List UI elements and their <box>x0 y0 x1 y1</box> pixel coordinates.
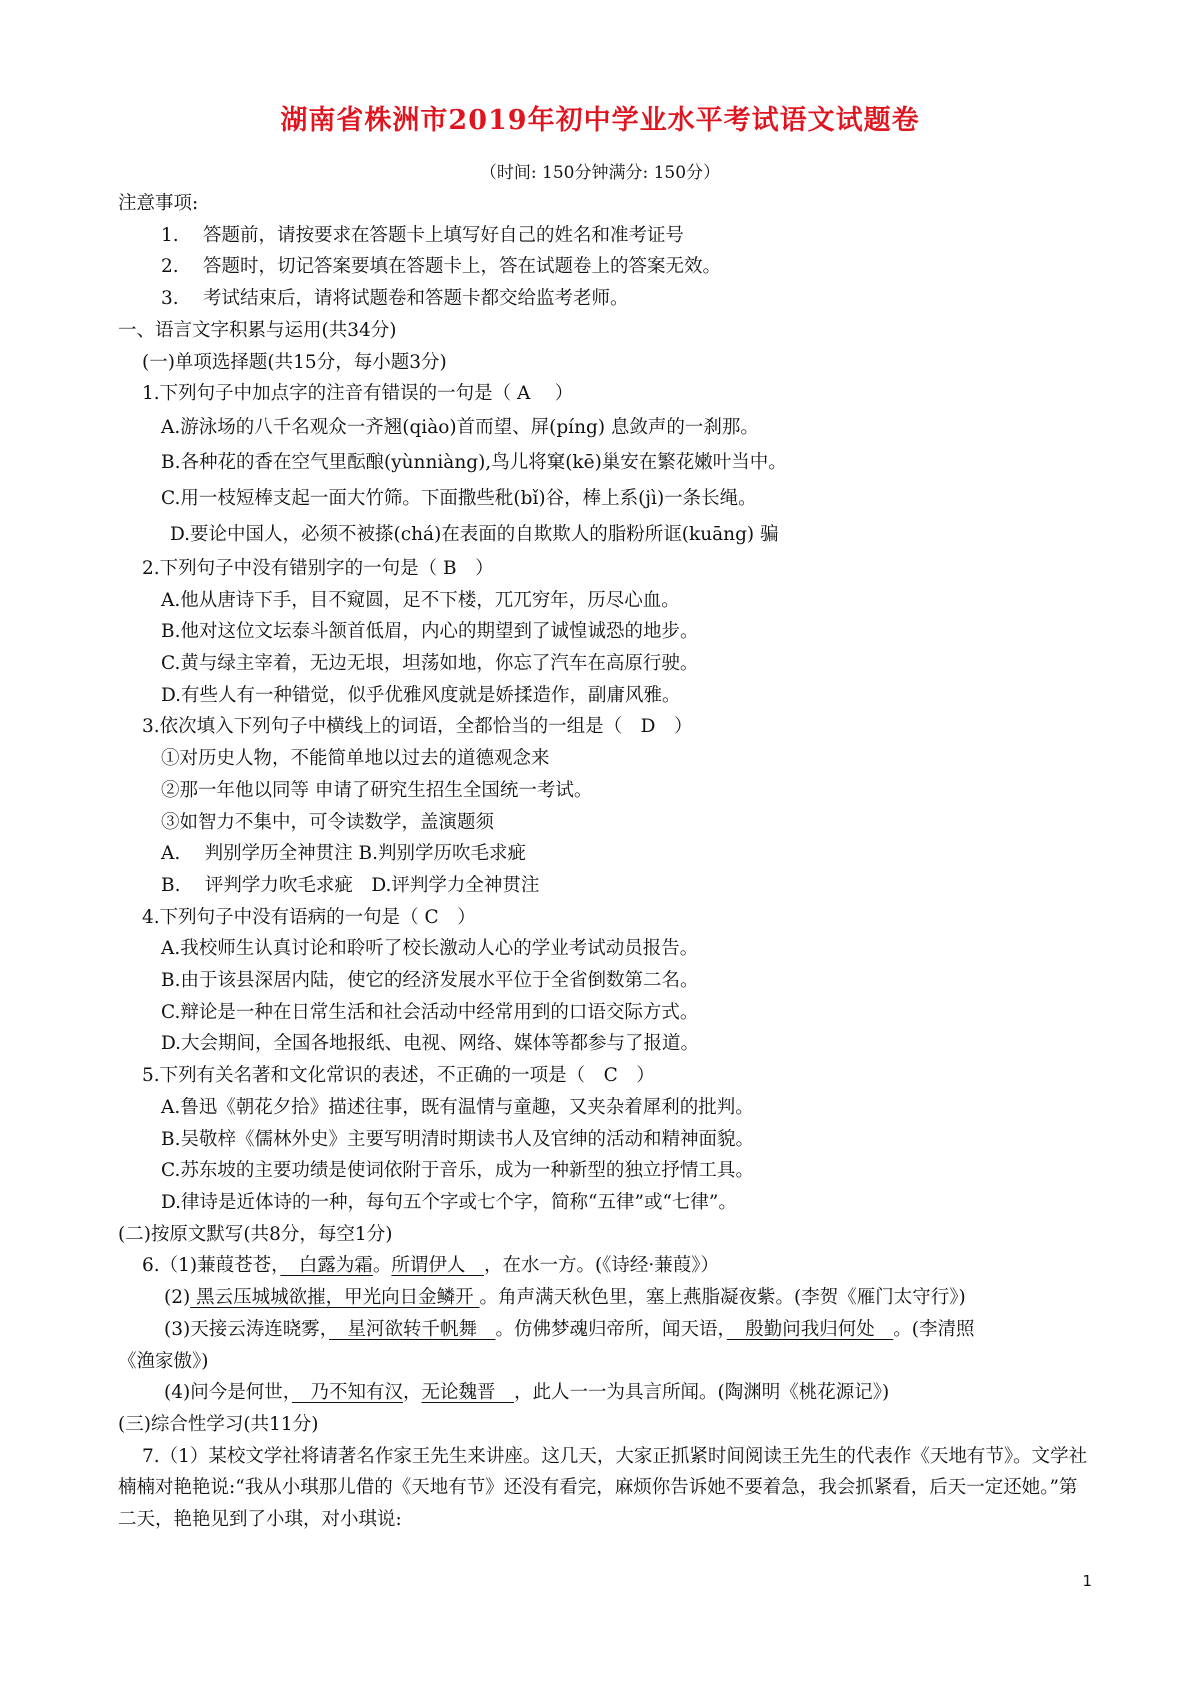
text: 。 <box>372 1255 392 1277</box>
sentence-1: ①对历史人物，不能简单地以过去的道德观念来 <box>161 748 550 770</box>
answer-blank: 所谓伊人 <box>391 1255 484 1277</box>
text: 。角声满天秋色里，塞上燕脂凝夜紫。(李贺《雁门太守行》) <box>479 1287 966 1309</box>
q7-paragraph: 7.（1）某校文学社将请著名作家王先生来讲座。这几天，大家正抓紧时间阅读王先生的代表作《天地有节》。文学社楠楠对艳艳说:“我从小琪那儿借的《天地有节》还没有看完，麻烦你告诉她不要着急，我会抓紧看，后天一定还她。”第二天，艳艳见到了小琪，对小琪说: <box>118 1445 1088 1531</box>
notice-heading: 注意事项: <box>118 193 199 214</box>
text: ，此人一一为具言所闻。(陶渊明《桃花源记》) <box>514 1382 890 1404</box>
notice-item: 2. 答题时，切记答案要填在答题卡上，答在试题卷上的答案无效。 <box>161 256 722 278</box>
text: ， <box>402 1382 422 1404</box>
exam-body <box>118 188 1093 1536</box>
question-stem: 4.下列句子中没有语病的一句是（ C ） <box>142 906 476 928</box>
q6-line-3-cont: 《渔家傲》) <box>118 1350 209 1372</box>
option-b: B.他对这位文坛泰斗颔首低眉，内心的期望到了诚惶诚恐的地步。 <box>161 621 699 643</box>
text: ，在水一方。(《诗经·蒹葭》） <box>483 1255 720 1277</box>
option-a: A.游泳场的八千名观众一齐翘(qiào)首而望、屏(píng) 息敛声的一刹那。 <box>161 416 759 438</box>
part-heading: (三)综合性学习(共11分) <box>118 1413 319 1435</box>
part-heading: (二)按原文默写(共8分，每空1分) <box>118 1223 393 1245</box>
notice-item: 1. 答题前，请按要求在答题卡上填写好自己的姓名和准考证号 <box>161 224 685 246</box>
option-d: D.律诗是近体诗的一种，每句五个字或七个字，简称“五律”或“七律”。 <box>161 1191 737 1213</box>
text: (2) <box>164 1287 191 1309</box>
part-heading: (一)单项选择题(共15分，每小题3分) <box>142 351 447 373</box>
answer-blank: 殷勤问我归何处 <box>726 1318 894 1340</box>
section-heading: 一、语言文字积累与运用(共34分) <box>118 319 397 341</box>
text: 。(李清照 <box>893 1318 975 1340</box>
question-stem: 1.下列句子中加点字的注音有错误的一句是（ A ） <box>142 383 574 405</box>
option-c: C.苏东坡的主要功绩是使词依附于音乐，成为一种新型的独立抒情工具。 <box>161 1160 754 1182</box>
option-c: C.黄与绿主宰着，无边无垠，坦荡如地，你忘了汽车在高原行驶。 <box>161 653 699 675</box>
text: (3)天接云涛连晓雾， <box>164 1318 329 1340</box>
question-stem: 2.下列句子中没有错别字的一句是（ B ） <box>142 557 494 579</box>
option-b: B.由于该县深居内陆，使它的经济发展水平位于全省倒数第二名。 <box>161 970 699 992</box>
answer-blank: 星河欲转千帆舞 <box>328 1318 496 1340</box>
notice-item: 3. 考试结束后，请将试题卷和答题卡都交给监考老师。 <box>161 288 629 310</box>
answer-blank: 黑云压城城欲摧，甲光向日金鳞开 <box>190 1287 480 1309</box>
exam-time-info: （时间: 150分钟满分: 150分） <box>479 163 721 183</box>
text: 。仿佛梦魂归帝所，闻天语， <box>495 1318 727 1340</box>
option-b: B.吴敬梓《儒林外史》主要写明清时期读书人及官绅的活动和精神面貌。 <box>161 1128 754 1150</box>
option-d: D.要论中国人，必须不被搽(chá)在表面的自欺欺人的脂粉所诓(kuāng) 骗 <box>170 523 779 545</box>
q6-line-1 <box>118 1250 1093 1282</box>
answer-blank: 白露为霜 <box>280 1255 373 1277</box>
q6-line-4 <box>118 1377 1093 1409</box>
sentence-3: ③如智力不集中，可令读数学，盖演题须 <box>161 811 495 833</box>
option-a: A.我校师生认真讨论和聆听了校长激动人心的学业考试动员报告。 <box>161 938 699 960</box>
q6-line-3 <box>118 1314 1093 1346</box>
option-d: D.有些人有一种错觉，似乎优雅风度就是娇揉造作，副庸风雅。 <box>161 684 681 706</box>
page-title: 湖南省株洲市2019年初中学业水平考试语文试题卷 <box>280 105 920 136</box>
option-row-1: A. 判别学历全神贯注 B.判别学历吹毛求疵 <box>161 843 526 865</box>
answer-blank: 乃不知有汉 <box>291 1382 403 1404</box>
option-d: D.大会期间，全国各地报纸、电视、网络、媒体等都参与了报道。 <box>161 1033 700 1055</box>
text: (4)问今是何世， <box>164 1382 292 1404</box>
option-c: C.用一枝短棒支起一面大竹筛。下面撒些秕(bǐ)谷，棒上系(jì)一条长绳。 <box>161 487 757 509</box>
option-a: A.鲁迅《朝花夕拾》描述往事，既有温情与童趣，又夹杂着犀利的批判。 <box>161 1096 754 1118</box>
q6-line-2 <box>118 1282 1093 1314</box>
option-a: A.他从唐诗下手，目不窥圆，足不下楼，兀兀穷年，历尽心血。 <box>161 589 680 611</box>
option-c: C.辩论是一种在日常生活和社会活动中经常用到的口语交际方式。 <box>161 1001 699 1023</box>
option-b: B.各种花的香在空气里酝酿(yùnniàng),鸟儿将窠(kē)巢安在繁花嫩叶当中。 <box>161 451 787 473</box>
question-stem: 5.下列有关名著和文化常识的表述，不正确的一项是（ C ） <box>142 1065 655 1087</box>
option-row-2: B. 评判学力吹毛求疵 D.评判学力全神贯注 <box>161 874 540 896</box>
question-stem: 3.依次填入下列句子中横线上的词语，全都恰当的一组是（ D ） <box>142 716 693 738</box>
page-number: 1 <box>1082 1572 1092 1590</box>
text: 6.（1)蒹葭苍苍， <box>142 1255 281 1277</box>
sentence-2: ②那一年他以同等 申请了研究生招生全国统一考试。 <box>161 779 593 801</box>
answer-blank: 无论魏晋 <box>421 1382 515 1404</box>
